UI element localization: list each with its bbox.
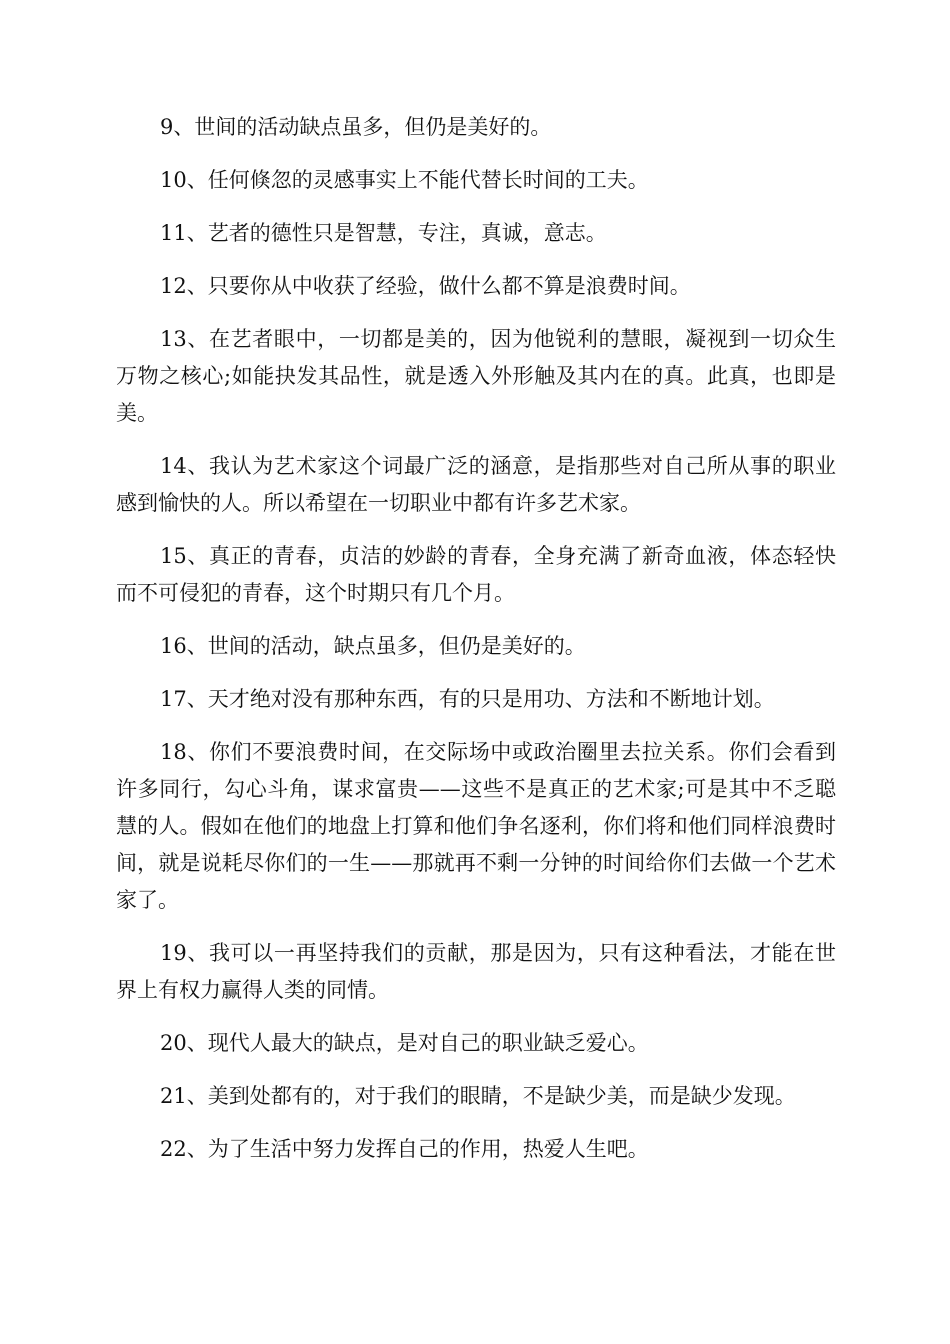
quote-paragraph-22: 22、为了生活中努力发挥自己的作用，热爱人生吧。 bbox=[160, 1137, 649, 1161]
quote-paragraph-20: 20、现代人最大的缺点，是对自己的职业缺乏爱心。 bbox=[160, 1031, 649, 1055]
quote-paragraph-9: 9、世间的活动缺点虽多，但仍是美好的。 bbox=[160, 115, 552, 139]
quote-paragraph-14: 14、我认为艺术家这个词最广泛的涵意，是指那些对自己所从事的职业感到愉快的人。所以希望在一切职业中都有许多艺术家。 bbox=[116, 454, 836, 515]
quote-paragraph-21: 21、美到处都有的，对于我们的眼睛，不是缺少美，而是缺少发现。 bbox=[160, 1084, 796, 1108]
quote-paragraph-12: 12、只要你从中收获了经验，做什么都不算是浪费时间。 bbox=[160, 274, 691, 298]
quote-paragraph-13: 13、在艺者眼中，一切都是美的，因为他锐利的慧眼，凝视到一切众生万物之核心;如能抉发其品性，就是透入外形触及其内在的真。此真，也即是美。 bbox=[116, 327, 836, 425]
quote-paragraph-19: 19、我可以一再坚持我们的贡献，那是因为，只有这种看法，才能在世界上有权力赢得人类的同情。 bbox=[116, 941, 836, 1002]
quote-paragraph-16: 16、世间的活动，缺点虽多，但仍是美好的。 bbox=[160, 634, 586, 658]
quote-paragraph-10: 10、任何倏忽的灵感事实上不能代替长时间的工夫。 bbox=[160, 168, 649, 192]
quote-paragraph-11: 11、艺者的德性只是智慧，专注，真诚，意志。 bbox=[160, 221, 607, 245]
quote-paragraph-17: 17、天才绝对没有那种东西，有的只是用功、方法和不断地计划。 bbox=[160, 687, 775, 711]
quote-paragraph-15: 15、真正的青春，贞洁的妙龄的青春，全身充满了新奇血液，体态轻快而不可侵犯的青春，这个时期只有几个月。 bbox=[116, 544, 836, 605]
document-body bbox=[116, 109, 836, 1184]
quote-paragraph-18: 18、你们不要浪费时间，在交际场中或政治圈里去拉关系。你们会看到许多同行，勾心斗角，谋求富贵——这些不是真正的艺术家;可是其中不乏聪慧的人。假如在他们的地盘上打算和他们争名逐利，你们将和他们同样浪费时间，就是说耗尽你们的一生——那就再不剩一分钟的时间给你们去做一个艺术家了。 bbox=[116, 740, 836, 912]
